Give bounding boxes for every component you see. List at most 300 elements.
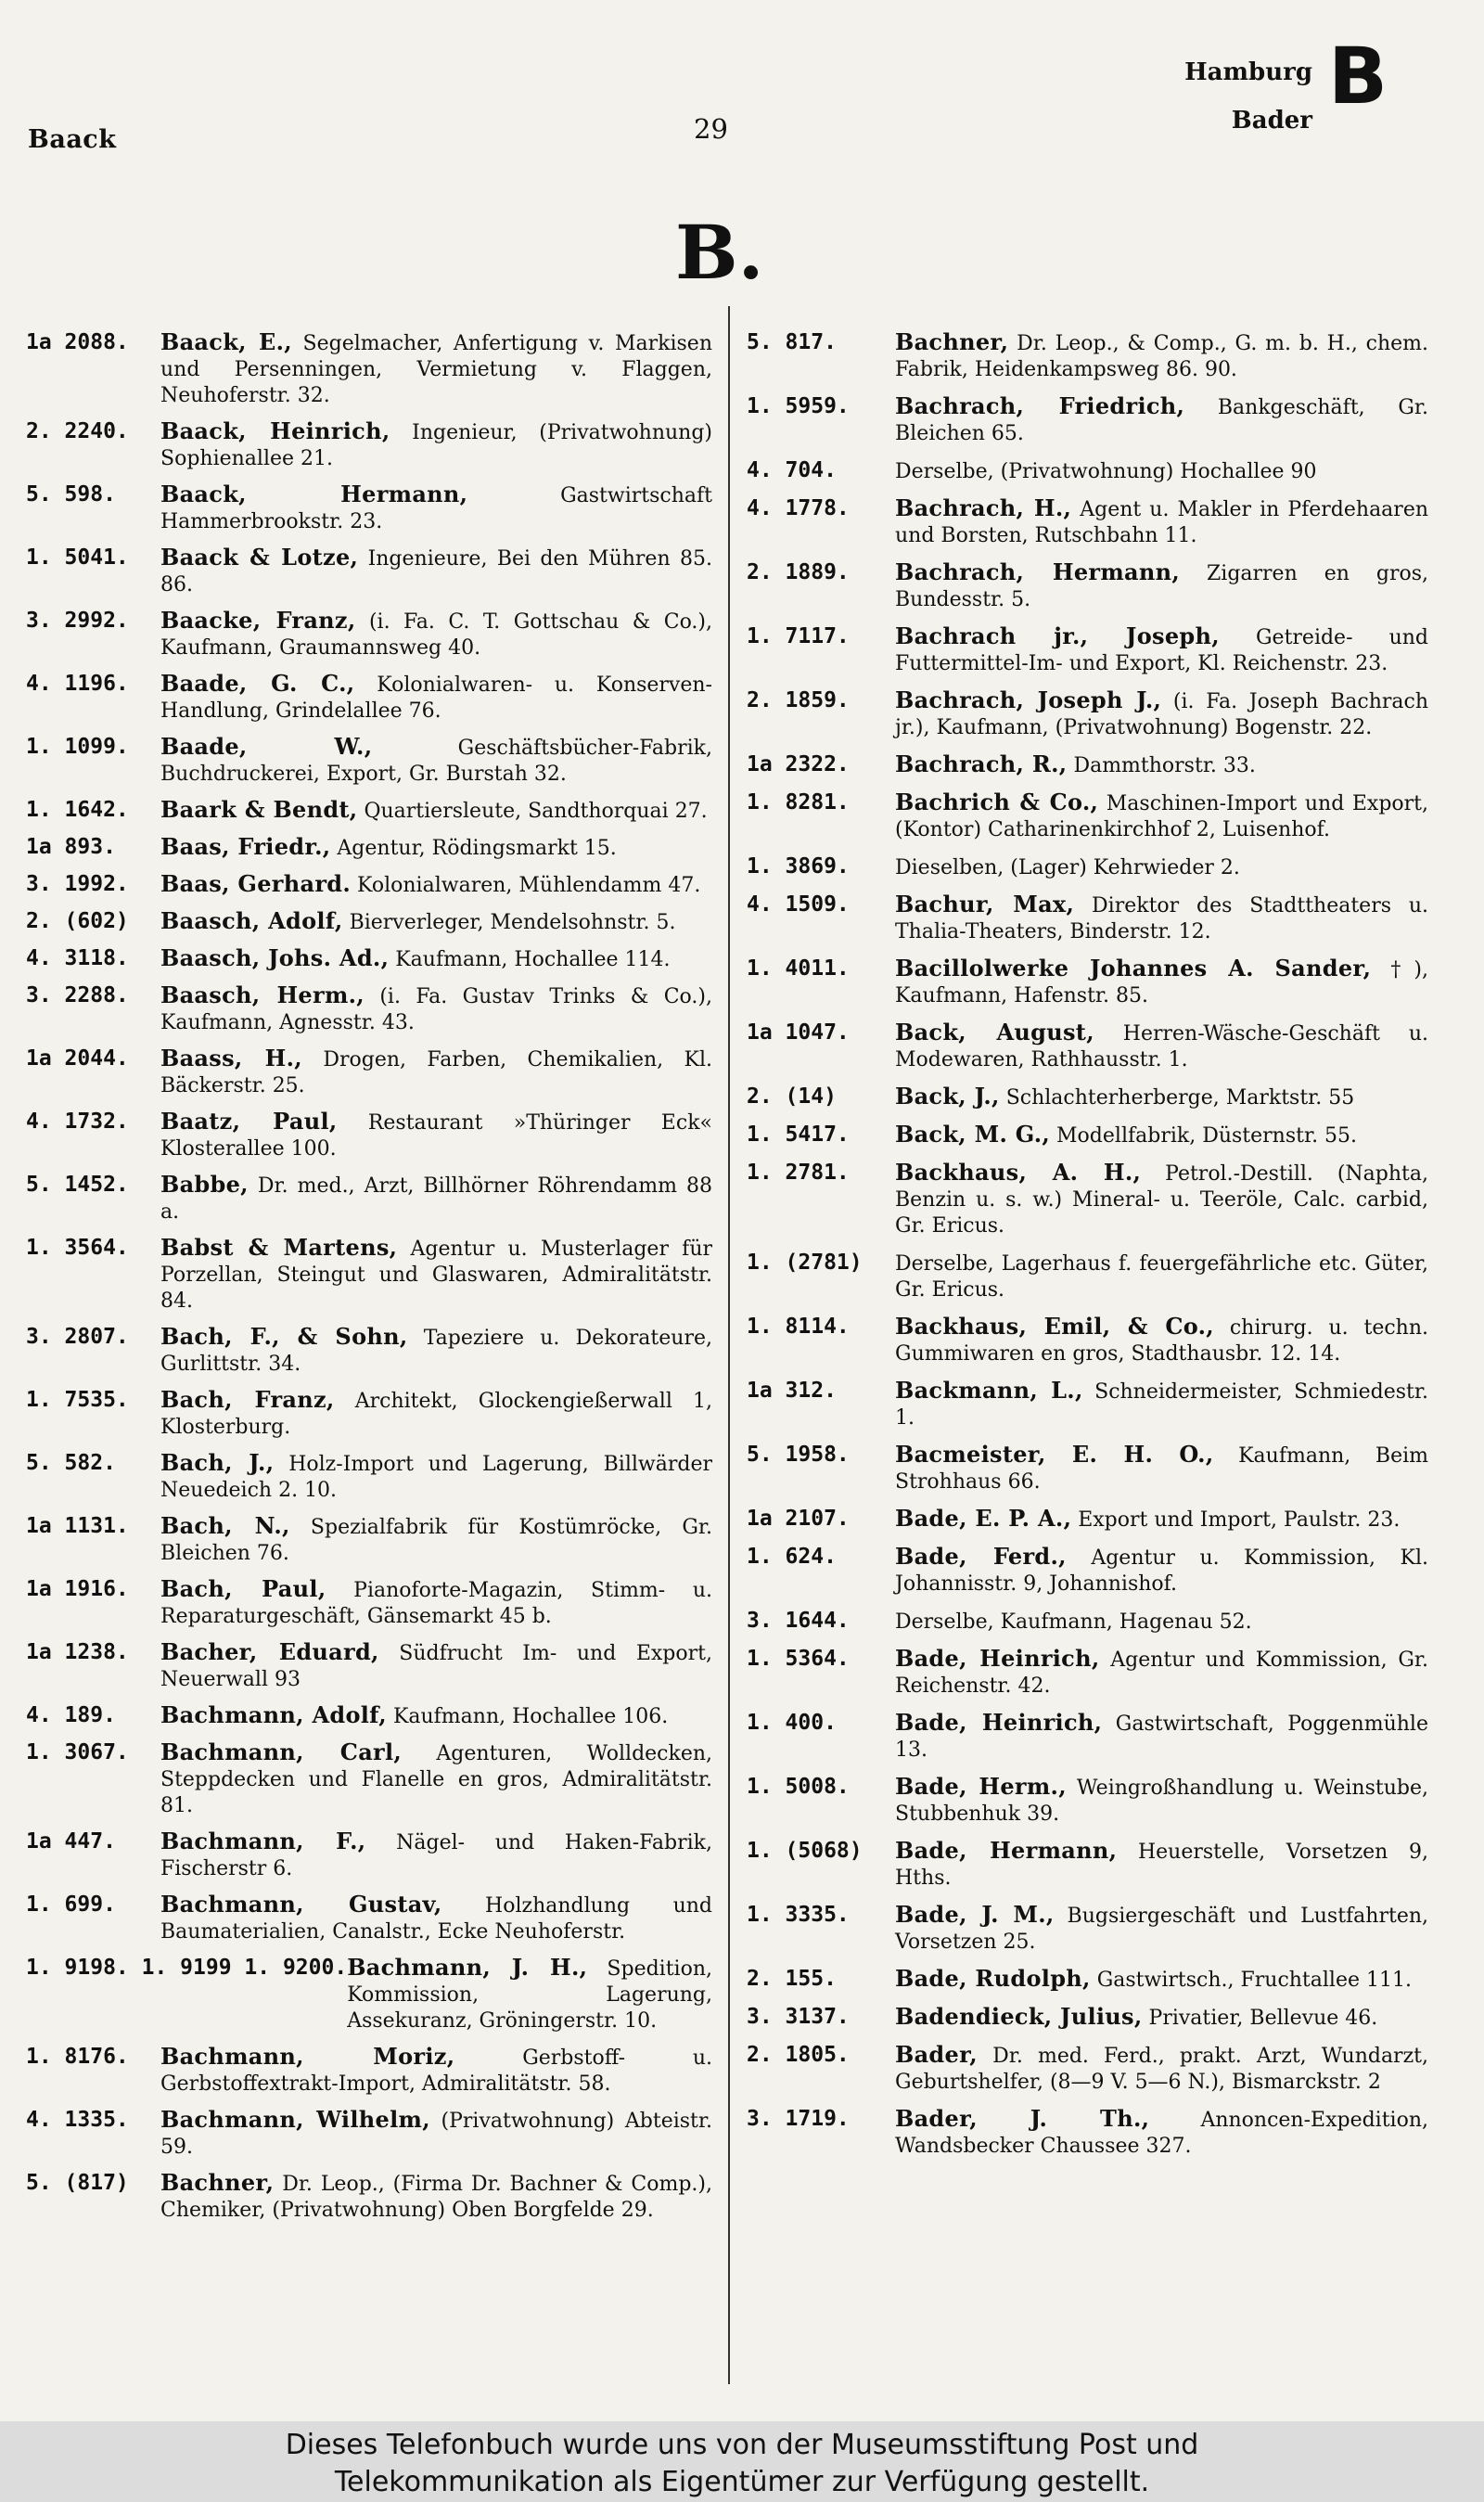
entry-description: Bierverleger, Mendelsohnstr. 5.: [349, 911, 676, 934]
entry-description: Dr. Leop., & Comp., G. m. b. H., chem. Fabrik, Heidenkampsweg 86. 90.: [895, 332, 1429, 381]
entry-description: Kaufmann, Hochallee 106.: [392, 1705, 669, 1728]
entry-description: Drogen, Farben, Chemikalien, Kl. Bäckerstr. 25.: [160, 1048, 713, 1097]
footer-line-2: Telekommunikation als Eigentümer zur Verfügung gestellt.: [334, 2466, 1150, 2498]
entry-description: Zigarren en gros, Bundesstr. 5.: [895, 562, 1428, 611]
footer-line-1: Dieses Telefonbuch wurde uns von der Museumsstiftung Post und: [285, 2429, 1199, 2461]
subscriber-name: Bachrach, Joseph J.,: [895, 686, 1162, 713]
subscriber-name: Back, August,: [895, 1019, 1094, 1046]
directory-entry: [747, 751, 1428, 779]
subscriber-name: Bade, Heinrich,: [895, 1709, 1103, 1736]
entry-text: [895, 1506, 1428, 1533]
subscriber-name: Baasch, Herm.,: [160, 982, 365, 1008]
entry-text: [160, 1639, 712, 1693]
entry-description: Bankgeschäft, Gr. Bleichen 65.: [895, 396, 1429, 445]
subscriber-name: Bade, Hermann,: [895, 1837, 1118, 1864]
phone-number: 1. 1642.: [26, 798, 129, 822]
entry-text: [895, 1020, 1428, 1073]
entry-text: [160, 481, 712, 535]
directory-entry: [747, 1160, 1428, 1239]
entry-description: Dr. med., Arzt, Billhörner Röhrendamm 88 a.: [160, 1174, 712, 1224]
phone-number: 1a 2044.: [26, 1046, 129, 1071]
directory-entry: [747, 1084, 1428, 1111]
directory-entry: [747, 495, 1428, 549]
entry-text: [160, 1576, 712, 1630]
entry-description: (i. Fa. Joseph Bachrach jr.), Kaufmann, (Privatwohnung) Bogenstr. 22.: [895, 690, 1428, 739]
entry-text: [160, 1739, 712, 1819]
subscriber-name: Bachmann, F.,: [160, 1828, 366, 1854]
header-last-entry: Bader: [1231, 107, 1312, 135]
header-right: [1145, 48, 1312, 145]
subscriber-name: Bach, N.,: [160, 1512, 290, 1539]
phone-number: 2. 155.: [747, 1967, 837, 1991]
entry-text: [895, 687, 1428, 741]
subscriber-name: Baass, H.,: [160, 1045, 302, 1071]
phone-number: 1a 1238.: [26, 1640, 129, 1664]
entry-description: Maschinen-Import und Export, (Kontor) Catharinenkirchhof 2, Luisenhof.: [895, 792, 1429, 841]
phone-number: 1. 7535.: [26, 1388, 129, 1412]
phone-number: 1a 2107.: [747, 1507, 850, 1531]
phone-number: 1. 3564.: [26, 1236, 129, 1260]
subscriber-name: Badendieck, Julius,: [895, 2003, 1143, 2030]
directory-entry: [747, 1774, 1428, 1828]
phone-number: 1. 624.: [747, 1545, 837, 1569]
entry-text: [160, 797, 712, 825]
header-letter: B: [1328, 31, 1388, 122]
entry-description: Dieselben, (Lager) Kehrwieder 2.: [895, 856, 1240, 879]
directory-entry: [26, 2044, 712, 2098]
phone-number: 3. 2807.: [26, 1325, 129, 1349]
directory-entry: [26, 1702, 712, 1730]
entry-text: [895, 457, 1428, 485]
entry-text: [160, 982, 712, 1036]
entry-text: [895, 1966, 1428, 1994]
entry-description: Dammthorstr. 33.: [1073, 754, 1256, 777]
subscriber-name: Bade, Ferd.,: [895, 1543, 1067, 1570]
entry-text: [895, 393, 1428, 447]
subscriber-name: Bachmann, Wilhelm,: [160, 2106, 430, 2133]
entry-description: (i. Fa. C. T. Gottschau & Co.), Kaufmann, Graumannsweg 40.: [160, 610, 713, 660]
entry-description: Segelmacher, Anfertigung v. Markisen und Persenningen, Vermietung v. Flaggen, Neuhoferstr. 32.: [160, 332, 712, 407]
phone-number: 5. 1958.: [747, 1443, 850, 1467]
phone-number: 1a 312.: [747, 1379, 837, 1403]
directory-entry: [747, 1506, 1428, 1533]
phone-number: 2. 1859.: [747, 688, 850, 712]
directory-entry: [747, 1902, 1428, 1956]
directory-entry: [747, 2106, 1428, 2160]
subscriber-name: Bachner,: [160, 2169, 275, 2196]
entry-description: Südfrucht Im- und Export, Neuerwall 93: [160, 1642, 712, 1691]
entry-text: [895, 1710, 1428, 1764]
directory-entry: [747, 329, 1428, 383]
entry-description: Holz-Import und Lagerung, Billwärder Neuedeich 2. 10.: [160, 1453, 712, 1502]
phone-number: 1. 8176.: [26, 2045, 129, 2069]
subscriber-name: Backmann, L.,: [895, 1377, 1083, 1404]
entry-description: Ingenieur, (Privatwohnung) Sophienallee 21.: [160, 421, 712, 470]
entry-text: [160, 1046, 712, 1099]
subscriber-name: Baack, Hermann,: [160, 481, 468, 507]
entry-text: [160, 545, 712, 598]
entry-description: Nägel- und Haken-Fabrik, Fischerstr 6.: [160, 1831, 712, 1880]
header-city: Hamburg: [1184, 58, 1312, 86]
subscriber-name: Backhaus, Emil, & Co.,: [895, 1313, 1214, 1340]
entry-description: Export und Import, Paulstr. 23.: [1078, 1508, 1401, 1532]
subscriber-name: Bacmeister, E. H. O.,: [895, 1441, 1214, 1468]
entry-text: [160, 1387, 712, 1441]
phone-number: 1a 1131.: [26, 1514, 129, 1538]
entry-text: [895, 559, 1428, 613]
phone-number: 5. 817.: [747, 330, 837, 354]
entry-description: Derselbe, Lagerhaus f. feuergefährliche etc. Güter, Gr. Ericus.: [895, 1252, 1428, 1302]
subscriber-name: Baack & Lotze,: [160, 544, 359, 571]
entry-description: Ingenieure, Bei den Mühren 85. 86.: [160, 547, 712, 597]
entry-text: [160, 2044, 712, 2098]
phone-number: 4. 1335.: [26, 2108, 129, 2132]
directory-entry: [747, 623, 1428, 677]
directory-entry: [26, 797, 712, 825]
entry-text: [895, 1122, 1428, 1149]
phone-number: 2. (602): [26, 909, 129, 933]
entry-description: Holzhandlung und Baumaterialien, Canalstr., Ecke Neuhoferstr.: [160, 1894, 713, 1944]
phone-number: 1. 5417.: [747, 1123, 850, 1147]
phone-number: 1. 2781.: [747, 1161, 850, 1185]
entry-text: [895, 853, 1428, 881]
entry-description: Getreide- und Futtermittel-Im- und Export, Kl. Reichenstr. 23.: [895, 626, 1428, 675]
directory-entry: [747, 1020, 1428, 1073]
phone-number: 4. 3118.: [26, 946, 129, 970]
entry-text: [160, 2107, 712, 2161]
directory-entry: [747, 1122, 1428, 1149]
phone-number: 1. 7117.: [747, 624, 850, 648]
subscriber-name: Baark & Bendt,: [160, 796, 358, 823]
entry-text: [895, 1250, 1428, 1303]
subscriber-name: Back, J.,: [895, 1083, 1000, 1110]
phone-number: 5. 598.: [26, 482, 116, 507]
phone-number: 1. 699.: [26, 1893, 116, 1917]
directory-entry: [747, 1646, 1428, 1700]
directory-entry: [26, 1739, 712, 1819]
entry-description: Kaufmann, Beim Strohhaus 66.: [895, 1444, 1429, 1494]
phone-number: 4. 704.: [747, 458, 837, 482]
phone-number: 1. 4011.: [747, 956, 850, 981]
directory-entry: [747, 956, 1428, 1009]
directory-entry: [747, 1838, 1428, 1892]
phone-number: 5. 1452.: [26, 1173, 129, 1197]
directory-entry: [26, 608, 712, 661]
directory-entry: [26, 2107, 712, 2161]
subscriber-name: Bachmann, J. H.,: [347, 1954, 588, 1981]
phone-number: 3. 1644.: [747, 1609, 850, 1633]
entry-description: Direktor des Stadttheaters u. Thalia-Theaters, Binderstr. 12.: [895, 894, 1428, 943]
entry-text: [895, 1084, 1428, 1111]
directory-entry: [26, 982, 712, 1036]
directory-entry: [747, 789, 1428, 843]
entry-description: Schlachterherberge, Marktstr. 55: [1005, 1086, 1355, 1110]
subscriber-name: Bade, J. M.,: [895, 1901, 1055, 1928]
phone-number: 2. 1805.: [747, 2043, 850, 2067]
directory-entry: [747, 1378, 1428, 1431]
directory-entry: [747, 1314, 1428, 1367]
entry-description: Privatier, Bellevue 46.: [1148, 2007, 1378, 2030]
directory-entry: [26, 1828, 712, 1882]
subscriber-name: Bachur, Max,: [895, 891, 1075, 917]
entry-description: (Privatwohnung) Abteistr. 59.: [160, 2110, 712, 2159]
page-number: 29: [694, 113, 728, 145]
phone-number: 3. 3137.: [747, 2005, 850, 2029]
entry-text: [160, 1172, 712, 1225]
directory-entry: [26, 945, 712, 973]
subscriber-name: Baasch, Adolf,: [160, 907, 343, 934]
directory-entry: [26, 1639, 712, 1693]
entry-text: [160, 418, 712, 472]
directory-entry: [747, 393, 1428, 447]
directory-entry: [747, 1710, 1428, 1764]
subscriber-name: Baade, W.,: [160, 733, 373, 760]
entry-description: Geschäftsbücher-Fabrik, Buchdruckerei, Export, Gr. Burstah 32.: [160, 737, 712, 786]
subscriber-name: Bachner,: [895, 328, 1009, 355]
entry-description: Agentur u. Kommission, Kl. Johannisstr. 9, Johannishof.: [895, 1546, 1428, 1596]
entry-description: Schneidermeister, Schmiedestr. 1.: [895, 1380, 1428, 1430]
entry-text: [895, 2004, 1428, 2032]
entry-text: [895, 623, 1428, 677]
directory-entry: [747, 1544, 1428, 1597]
directory-entry: [26, 1046, 712, 1099]
entry-text: [160, 1892, 712, 1945]
phone-number: 4. 189.: [26, 1703, 116, 1727]
entry-description: Restaurant »Thüringer Eck« Klosterallee 100.: [160, 1111, 712, 1161]
directory-entry: [747, 1250, 1428, 1303]
entry-text: [160, 1109, 712, 1162]
entry-text: [895, 329, 1428, 383]
phone-number: 1a 1916.: [26, 1577, 129, 1601]
entry-description: Gastwirtsch., Fruchtallee 111.: [1096, 1969, 1412, 1992]
entry-description: Pianoforte-Magazin, Stimm- u. Reparaturgeschäft, Gänsemarkt 45 b.: [160, 1579, 712, 1628]
entry-description: Quartiersleute, Sandthorquai 27.: [364, 800, 708, 823]
subscriber-name: Bade, E. P. A.,: [895, 1505, 1072, 1532]
entry-description: Herren-Wäsche-Geschäft u. Modewaren, Rathhausstr. 1.: [895, 1022, 1429, 1071]
entry-text: [895, 751, 1428, 779]
entry-description: Agentur u. Musterlager für Porzellan, Steingut und Glaswaren, Admiralitätstr. 84.: [160, 1238, 713, 1313]
subscriber-name: Bade, Rudolph,: [895, 1965, 1091, 1992]
footer-note: [0, 2421, 1484, 2502]
entry-text: [160, 329, 712, 409]
phone-number: 1. (5068): [747, 1839, 863, 1863]
subscriber-name: Bachrach jr., Joseph,: [895, 622, 1220, 649]
directory-entry: [747, 2042, 1428, 2096]
subscriber-name: Bachmann, Gustav,: [160, 1891, 442, 1918]
directory-entry: [26, 871, 712, 899]
entry-text: [160, 834, 712, 862]
entry-text: [895, 2106, 1428, 2160]
subscriber-name: Bachrach, Friedrich,: [895, 392, 1185, 419]
entry-text: [895, 2042, 1428, 2096]
entry-text: [895, 1838, 1428, 1892]
entry-text: [160, 945, 712, 973]
header-first-entry: Baack: [28, 125, 117, 154]
entry-description: Dr. med. Ferd., prakt. Arzt, Wundarzt, Geburtshelfer, (8—9 V. 5—6 N.), Bismarckstr. 2: [895, 2045, 1429, 2094]
phone-number: 1. 5008.: [747, 1775, 850, 1799]
phone-number: 4. 1196.: [26, 672, 129, 696]
entry-text: [895, 1608, 1428, 1636]
directory-entry: [26, 1513, 712, 1567]
subscriber-name: Bach, F., & Sohn,: [160, 1323, 408, 1350]
entry-description: chirurg. u. techn. Gummiwaren en gros, Stadthausbr. 12. 14.: [895, 1316, 1429, 1366]
subscriber-name: Babst & Martens,: [160, 1234, 398, 1261]
subscriber-name: Baack, Heinrich,: [160, 417, 390, 444]
phone-number: 4. 1778.: [747, 496, 850, 520]
subscriber-name: Baasch, Johs. Ad.,: [160, 944, 390, 971]
phone-number: 5. 582.: [26, 1451, 116, 1475]
subscriber-name: Back, M. G.,: [895, 1121, 1051, 1148]
directory-entry: [26, 734, 712, 788]
phone-number: 4. 1509.: [747, 892, 850, 917]
entry-text: [895, 956, 1428, 1009]
entry-text: [160, 2170, 712, 2224]
directory-entry: [26, 1576, 712, 1630]
entry-description: Agentur, Rödingsmarkt 15.: [337, 837, 617, 860]
subscriber-name: Bachmann, Carl,: [160, 1739, 403, 1765]
phone-number: 1. 8114.: [747, 1315, 850, 1339]
subscriber-name: Baack, E.,: [160, 328, 292, 355]
directory-entry: [26, 329, 712, 409]
directory-entry: [26, 908, 712, 936]
entry-description: Gastwirtschaft, Poggenmühle 13.: [895, 1713, 1428, 1762]
entry-description: Dr. Leop., (Firma Dr. Bachner & Comp.), Chemiker, (Privatwohnung) Oben Borgfelde 29.: [160, 2173, 712, 2222]
phone-number: 1. 1099.: [26, 735, 129, 759]
entry-text: [895, 1314, 1428, 1367]
entry-description: Gerbstoff- u. Gerbstoffextrakt-Import, Admiralitätstr. 58.: [160, 2047, 712, 2096]
entry-text: [895, 1442, 1428, 1495]
directory-entry: [26, 1450, 712, 1504]
phone-number: 3. 2288.: [26, 983, 129, 1007]
entry-description: Gastwirtschaft Hammerbrookstr. 23.: [160, 484, 712, 533]
phone-number: 1. 5959.: [747, 394, 850, 418]
entry-description: Agenturen, Wolldecken, Steppdecken und Flanelle en gros, Admiralitätstr. 81.: [160, 1742, 712, 1817]
directory-entry: [26, 1387, 712, 1441]
phone-number: 1. 5041.: [26, 545, 129, 570]
subscriber-name: Bach, J.,: [160, 1449, 275, 1476]
subscriber-name: Bachrach, H.,: [895, 494, 1072, 521]
subscriber-name: Baas, Friedr.,: [160, 833, 331, 860]
subscriber-name: Baacke, Franz,: [160, 607, 356, 634]
section-heading: B.: [675, 209, 764, 296]
entry-text: [895, 1160, 1428, 1239]
entry-text: [895, 1646, 1428, 1700]
subscriber-name: Bachrach, Hermann,: [895, 558, 1181, 585]
entry-text: [895, 892, 1428, 945]
phone-number: 1. 8281.: [747, 790, 850, 815]
entry-text: [895, 1902, 1428, 1956]
directory-entry: [26, 1172, 712, 1225]
phone-number: 1. 400.: [747, 1711, 837, 1735]
entry-text: [160, 908, 712, 936]
subscriber-name: Bachmann, Moriz,: [160, 2043, 455, 2070]
entry-description: Annoncen-Expedition, Wandsbecker Chaussee 327.: [895, 2109, 1428, 2158]
subscriber-name: Bade, Heinrich,: [895, 1645, 1100, 1672]
subscriber-name: Bade, Herm.,: [895, 1773, 1067, 1800]
directory-entry: [747, 457, 1428, 485]
phone-number: 4. 1732.: [26, 1110, 129, 1134]
directory-entry: [747, 1442, 1428, 1495]
phone-number: 1. 3335.: [747, 1903, 850, 1927]
directory-entry: [26, 1324, 712, 1378]
subscriber-name: Bach, Paul,: [160, 1575, 326, 1602]
subscriber-name: Baatz, Paul,: [160, 1108, 338, 1135]
phone-number: 1. 3869.: [747, 854, 850, 879]
phone-number: 1a 893.: [26, 835, 116, 859]
entry-description: Spedition, Kommission, Lagerung, Assekuranz, Gröningerstr. 10.: [347, 1957, 712, 2033]
entry-text: [160, 1513, 712, 1567]
directory-entry: [747, 559, 1428, 613]
subscriber-name: Bachrich & Co.,: [895, 789, 1099, 815]
phone-number: 5. (817): [26, 2171, 129, 2195]
entry-text: [160, 1828, 712, 1882]
phone-number: 1. 9198. 1. 9199 1. 9200.: [26, 1956, 348, 1980]
entry-description: Derselbe, (Privatwohnung) Hochallee 90: [895, 460, 1317, 483]
directory-entry: [26, 1235, 712, 1315]
subscriber-name: Bacillolwerke Johannes A. Sander,: [895, 955, 1372, 982]
entry-text: [160, 608, 712, 661]
directory-entry: [26, 671, 712, 725]
entry-text: [895, 789, 1428, 843]
phone-number: 1a 2322.: [747, 752, 850, 776]
entry-description: Modellfabrik, Düsternstr. 55.: [1056, 1124, 1358, 1148]
entry-description: Kolonialwaren, Mühlendamm 47.: [357, 874, 701, 897]
phone-number: 2. 1889.: [747, 560, 850, 584]
entry-text: [160, 734, 712, 788]
phone-number: 3. 1992.: [26, 872, 129, 896]
entry-description: Agent u. Makler in Pferdehaaren und Borsten, Rutschbahn 11.: [895, 498, 1429, 547]
entry-description: Bugsiergeschäft und Lustfahrten, Vorsetzen 25.: [895, 1905, 1428, 1954]
entry-description: Agentur und Kommission, Gr. Reichenstr. 42.: [895, 1649, 1429, 1698]
subscriber-name: Bach, Franz,: [160, 1386, 335, 1413]
entry-text: [160, 871, 712, 899]
entry-text: [895, 495, 1428, 549]
entry-text: [347, 1955, 712, 2034]
directory-entry: [747, 1966, 1428, 1994]
subscriber-name: Bachmann, Adolf,: [160, 1701, 387, 1728]
entry-text: [160, 1450, 712, 1504]
subscriber-name: Bader,: [895, 2041, 978, 2068]
directory-entry: [26, 2170, 712, 2224]
directory-entry: [26, 1892, 712, 1945]
directory-entry: [26, 545, 712, 598]
subscriber-name: Backhaus, A. H.,: [895, 1159, 1142, 1186]
subscriber-name: Bader, J. Th.,: [895, 2105, 1150, 2132]
subscriber-name: Babbe,: [160, 1171, 249, 1198]
entry-description: Kaufmann, Hochallee 114.: [395, 948, 671, 971]
phone-number: 1. 5364.: [747, 1647, 850, 1671]
directory-entry: [747, 2004, 1428, 2032]
phone-number: 1a 1047.: [747, 1020, 850, 1045]
entry-description: Derselbe, Kaufmann, Hagenau 52.: [895, 1610, 1252, 1634]
entry-text: [160, 1235, 712, 1315]
subscriber-name: Baade, G. C.,: [160, 670, 355, 697]
directory-entry: [747, 687, 1428, 741]
entry-text: [160, 1324, 712, 1378]
directory-entry: [26, 1955, 712, 2034]
entry-description: Tapeziere u. Dekorateure, Gurlittstr. 34.: [160, 1327, 712, 1376]
entry-text: [160, 671, 712, 725]
entry-description: Weingroßhandlung u. Weinstube, Stubbenhuk 39.: [895, 1777, 1428, 1826]
column-divider: [728, 306, 730, 2384]
entry-description: Spezialfabrik für Kostümröcke, Gr. Bleichen 76.: [160, 1516, 712, 1565]
entry-text: [160, 1702, 712, 1730]
directory-entry: [26, 481, 712, 535]
phone-number: 2. 2240.: [26, 419, 129, 443]
entry-description: Kolonialwaren- u. Konserven-Handlung, Grindelallee 76.: [160, 674, 712, 723]
subscriber-name: Baas, Gerhard.: [160, 870, 352, 897]
entry-text: [895, 1378, 1428, 1431]
